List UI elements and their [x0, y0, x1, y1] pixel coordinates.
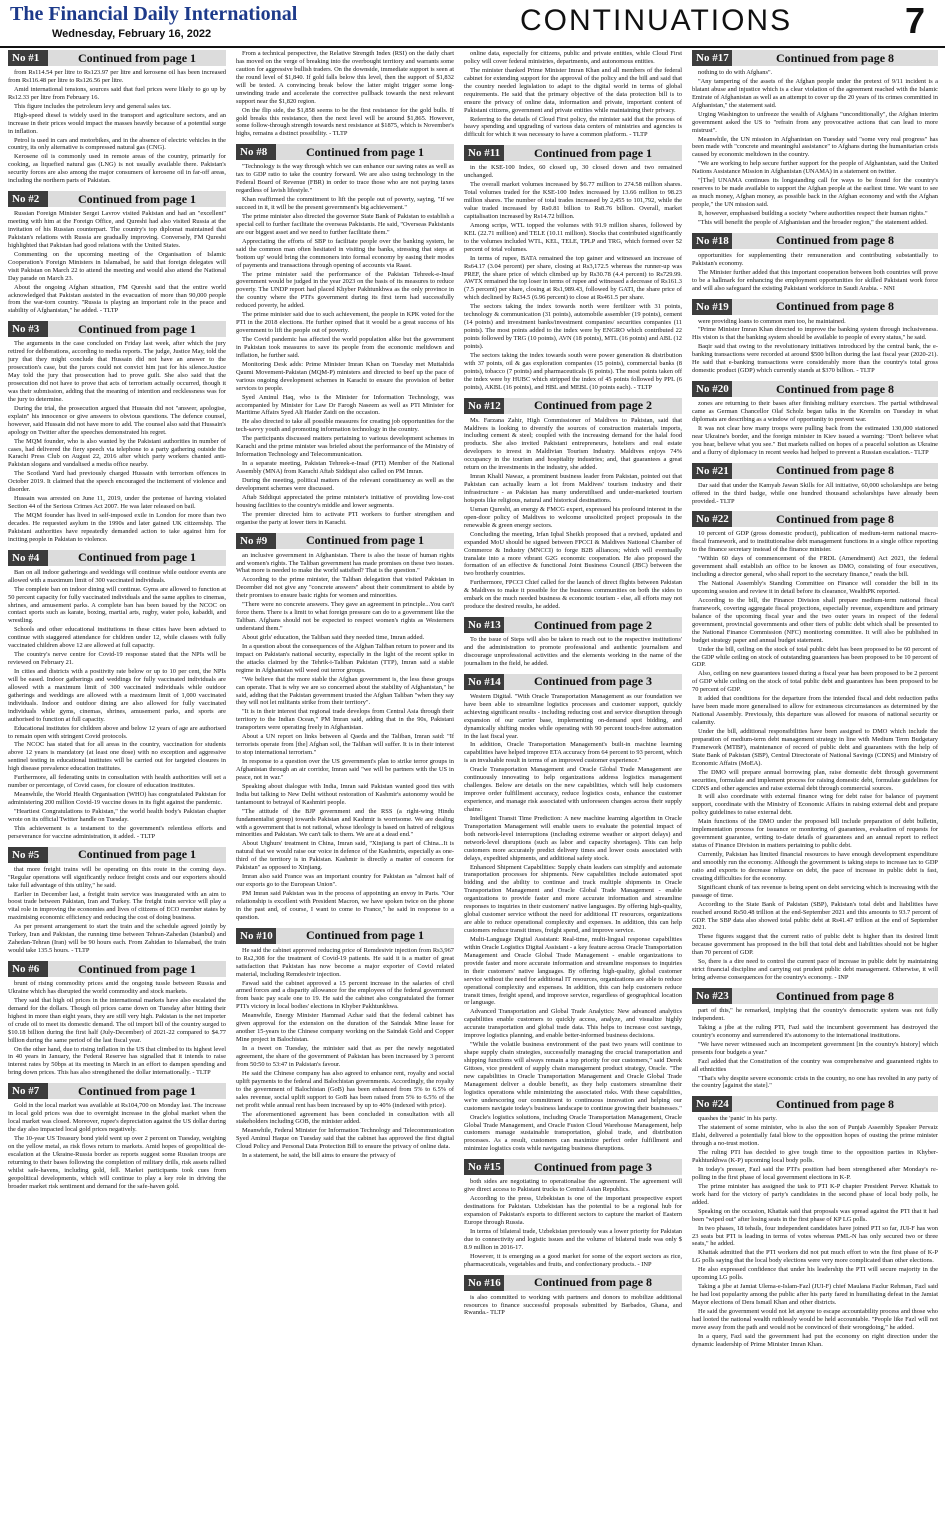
story-paragraph: The MQM founder, who is also wanted by the Pakistani authorities in number of cases, had delivered the fiery speech via telephone to a party gathering outside the Karachi Press Club on August 22, 2016 after which party workers chanted anti-Pakistan slogans and vandalised a media office nearby.: [8, 437, 226, 469]
story-paragraph: "We believe that the more stable the Afghan government is, the less these groups can operate. That is why we are so concerned about the stability of Afghanistan," he said, adding that the Pakistan government trusted the Afghan Taliban "when they say they will not let militants strike from their territory".: [236, 675, 454, 707]
story-paragraph: The participants discussed matters pertaining to various development schemes in Karachi and the prime minister was briefed about the performance of the Ministry of Information Technology and Telecommunication.: [236, 435, 454, 459]
story-header: [8, 961, 226, 977]
story-number: No #18: [692, 233, 732, 249]
story-paragraph: "Technology is the way through which we can enhance our saving rates as well as tax to GDP ratio to take the country forward. We are also using technology in the Federal Board of Revenue (FBR) in order to trace those who are not paying taxes regardless of lavish lifestyle.": [236, 163, 454, 195]
story-title: Continued from page 2: [504, 398, 682, 414]
story-paragraph: Kerosene oil is commonly used in remote areas of the country, primarily for cooking, as liquefied natural gas (LNG) is not usually available there. Pakistan's security forces are also among the major consumers of kerosene oil in far-off areas, including the northern parts of Pakistan.: [8, 153, 226, 185]
story-number: No #9: [236, 533, 276, 549]
story-paragraph: Syed Aminul Haq, who is the Minister for Information Technology, was accompanied by Minister for Law Dr Farogh Naseem as well as PTI Minister for Maritime Affairs Syed Ali Haider Zaidi on the occasion.: [236, 393, 454, 417]
story-paragraph: Oracle Transportation Management and Oracle Global Trade Management are continuously innovating to help organizations address logistics management challenges. Below are details on the new capabilities, which will help customers improve order fulfillment accuracy, reduce logistics costs, enhance the customer experience, and manage risk associated with unforeseen changes across their supply chains:: [464, 766, 682, 813]
story-paragraph: From a technical perspective, the Relative Strength Index (RSI) on the daily chart has moved on the verge of breaking into the overbought territory and warrants some caution for aggressive bullish traders. On the downside, immediate support is seen at the round level of $1,840. If gold falls below this level, then the support of $1,832 will be tested. A convincing break below the latter might trigger some long-unwinding trade and accelerate the corrective pullback towards the next relevant support near the $1,820 region.: [236, 50, 454, 105]
story-title: Continued from page 1: [48, 191, 226, 207]
story-title: Continued from page 1: [48, 961, 226, 977]
story: [464, 145, 682, 391]
story-paragraph: The aforementioned agreement has been concluded in consultation with all stakeholders including GOB, the minister added.: [236, 1110, 454, 1126]
story-paragraph: "It is in their interest that regional trade develops from Central Asia through their territory to the Indian Ocean," PM Imran said, adding that in the 90s, Pakistani transporters were operating freely in Afghanistan.: [236, 708, 454, 732]
story-paragraph: "[The] UNAMA continues its longstanding call for ways to be found for the country's reserves to be made available to support the Afghan people at the earliest time. We want to see as much money, Afghan money, as possible back in the Afghan economy and with the Afghan people," the UN mission said.: [692, 177, 938, 208]
story-body: [464, 1178, 682, 1268]
story-paragraph: These figures suggest that the current ratio of public debt is higher than its desired limit because government has proposed in the bill that total debt and liabilities should not be higher than 70 percent of GDP.: [692, 933, 938, 957]
story-paragraph: Fawad said the cabinet approved a 15 percent increase in the salaries of civil armed forces and a disparity allowance for the employees of the federal government from basic pay scale one to 19. He said the cabinet also congratulated the former PTI's victory in local bodies' elections in Khyber Pakhtunkhwa.: [236, 979, 454, 1011]
story-body: [464, 50, 682, 139]
story: [692, 299, 938, 376]
story: [236, 144, 454, 526]
story-paragraph: The sectors taking the index towards south were power generation & distribution with 37 points, oil & gas exploration companies (15 points), commercial banks (8 points), tobacco (7 points) and pharmaceuticals (6 points). The most points taken off the index were by HUBC which stripped the index of 45 points followed by PPL (6 points), AKBL (16 points), and HBL and MEBL (10 points each). - TLTP: [464, 351, 682, 391]
column-2: [236, 50, 454, 1525]
story-paragraph: In today's presser, Fazl said the PTI's position had been strengthened after Monday's re-polling in the first phase of local government elections in K-P.: [692, 1166, 938, 1181]
story-paragraph: Multi-Language Digital Assistant: Real-time, multi-lingual response capabilities within Oracle Logistics Digital Assistant - a key feature across Oracle Transportation Management and Oracle Global Trade Management - enable organizations to provide faster and more accurate information and streamline responses to inquiries in their customers' native languages. By offering high-quality, global customer service without the need for additional IT resources, organizations are able to reduce operational complexity and expenses. In addition, this can help customers reduce transit times, freight spend, and improve service, regardless of geographical location or language.: [464, 935, 682, 1007]
story-paragraph: The sectors taking the index towards north were fertilizer with 31 points, technology & communication (31 points), automobile assembler (19 points), cement (14 points) and investment banks/investment companies/ securities companies (11 points). The most points added to the index were by ENGRO which contributed 22 points followed by TRG (10 points), AVN (18 points), MTL (16 points) and ABL (12 points).: [464, 303, 682, 350]
story: [236, 928, 454, 1160]
story: [8, 550, 226, 841]
story-paragraph: The prime minister also directed the governor State Bank of Pakistan to establish a special cell to further facilitate the overseas Pakistanis. He said, "Overseas Pakistanis are our biggest asset and we need to further facilitate them.": [236, 212, 454, 236]
story-paragraph: Enhanced Shipment Capabilities: Supply chain leaders can simplify and automate transportation processes for shipments. New capabilities include automated spot bidding and the ability to continue and track multiple shipments in Oracle Transportation Management and Oracle Global Trade Management - enable organizations to provide faster and more accurate information and streamline responses to inquiries in their customers' native languages. By offering high-quality, global customer service without the need for additional IT resources, organizations are able to reduce operational complexity and expenses. In addition, this can help customers reduce transit times, freight spend, and improve service.: [464, 863, 682, 934]
story-title: Continued from page 1: [48, 550, 226, 566]
story-body: [464, 417, 682, 612]
story-header: [692, 50, 938, 66]
story-paragraph: As per present arrangement to start the train and the schedule agreed jointly by Turkey, Iran and Pakistan, the running time between Tehran-Zahedan (Istanbul) and Zahedan-Tehran (Iran) will be 90 hours each. From Zahidan to Islamabad, the train would take 135.5 hours. - TLTP: [8, 923, 226, 955]
story-paragraph: In addition, Oracle Transportation Management's built-in machine learning capabilities have helped improve ETA accuracy from 64 percent to 93 percent, which is an invaluable result in terms of an improved customer experience.": [464, 741, 682, 765]
story-paragraph: were providing loans to common men too, he maintained.: [698, 317, 846, 325]
story-paragraph: This figure includes the petroleum levy and general sales tax.: [14, 102, 171, 110]
story: [464, 50, 682, 139]
story: [8, 191, 226, 315]
story-paragraph: Concluding the meeting, Irfan Iqbal Sheikh proposed that a revised, updated and expanded MoU should be signed between FPCCI & Maldives National Chamber of Commerce & Industry (MNCCI) to forge B2B alliances; which will eventually translate into a more vibrant G2G economic cooperation. He also proposed the formation of an effective & functional Joint Business Council (JBC) between the two brotherly countries.: [464, 530, 682, 578]
story-header: [692, 299, 938, 315]
story: [464, 1275, 682, 1318]
story-body: [236, 50, 454, 138]
story-paragraph: Appreciating the efforts of SBP to facilitate people over the banking system, he said the common man often hesitated in visiting the banks, stressing that steps at 'bottom up' would bring the commoners into formal economy by easing their modes of payments and transactions through opening of accounts via Raast.: [236, 237, 454, 269]
story: [692, 1096, 938, 1348]
story-paragraph: nothing to do with Afghans".: [698, 69, 773, 76]
story-header: [8, 321, 226, 337]
story-header: [464, 398, 682, 414]
story-paragraph: It added that conditions for the departure from the intended fiscal and debt reduction paths have been made more generalised to allow for extraneous circumstances as determined by the National Assembly. Previously, this departure was allowed for reasons of national security or calamity.: [692, 695, 938, 726]
story-paragraph: So, there is a dire need to control the current pace of increase in public debt by maintaining strict financial discipline and carrying out prudent public debt management. Otherwise, it will bring adverse consequences for the country's economy. - INP: [692, 958, 938, 982]
story-paragraph: The arguments in the case concluded on Friday last week, after which the jury retired for deliberations, according to media reports. The judge, Justice May, told the jury that they might conclude that Hussain did not have an answer to the prosecution's case, but the jurors could not convict him just for his silence.Justice May told the jury that prosecution had to prove guilt. She also said that the prosecution did not have to prove that acts of terrorism actually occurred, though it was their submission, adding that the meaning of intention and recklessness was for the jury to determine.: [8, 340, 226, 403]
story-body: [8, 340, 226, 543]
story-header: [464, 1159, 682, 1175]
story-number: No #24: [692, 1096, 732, 1112]
story-paragraph: "While the volatile business environment of the past two years will continue to shape supply chain strategies, successfully managing the crucial transportation and shipping functions will always remain a top priority for our customers," said Derek Gittoes, vice president of supply chain management product strategy, Oracle. "The new capabilities in Oracle Transportation Management and Oracle Global Trade Management deliver a double benefit, as they help customers streamline their logistics operations while minimizing the associated risks. With these capabilities, we're underscoring our commitment to continuous innovation and helping our customers navigate today's business landscape to continue growing their businesses.": [464, 1041, 682, 1112]
story-header: [692, 511, 938, 527]
story-paragraph: In two phases, 18 tehsils, four independent candidates have joined PTI so far, JUI-F has won 23 seats but PTI is leading in terms of votes whereas PML-N has only secured two or three seats," he added.: [692, 1224, 938, 1248]
story-title: Continued from page 1: [48, 1083, 226, 1099]
story: [236, 533, 454, 922]
story-paragraph: Russian Foreign Minister Sergei Lavrov visited Pakistan and had an "excellent" meeting with him at the Foreign Office, and Qureshi had also visited Russia at the invitation of his Russian counterpart. The country's top diplomat maintained that Pakistan's relations with Russia are gradually improving. Conversely, FM Qureshi highlighted that Pakistan had good relations with the United States.: [8, 210, 226, 249]
story-title: Continued from page 1: [276, 928, 454, 944]
story-paragraph: Petrol is used in cars and motorbikes, and in the absence of electric vehicles in the country, its only alternative is compressed natural gas (CNG).: [8, 136, 226, 152]
story-paragraph: Intelligent Transit Time Prediction: A new machine learning algorithm in Oracle Transportation Management will enable users to evaluate the potential impact of both network-level interruptions (including extreme weather or airport delays) and network-level disruptions (such as labor and capacity shortages). This can help customers more accurately predict delivery times and lower costs associated with delays, expedited shipments, and additional safety stock.: [464, 814, 682, 862]
story-title: Continued from page 1: [48, 847, 226, 863]
story-title: Continued from page 8: [732, 988, 938, 1004]
story: [692, 50, 938, 227]
story-paragraph: In a statement, he said, the bill aims to ensure the privacy of: [242, 1152, 396, 1160]
story: [692, 988, 938, 1090]
column-1: [8, 50, 226, 1525]
story: [464, 617, 682, 668]
story-paragraph: He said the cabinet approved reducing price of Remdesivir injection from Rs3,967 to Rs2,308 for the treatment of Covid-19 patients. He said it is a matter of great satisfaction that Pakistan has now become a major exporter of Covid related material, including Remdesivir injection.: [236, 946, 454, 978]
story: [464, 1159, 682, 1268]
story-number: No #6: [8, 961, 48, 977]
story-body: [8, 866, 226, 955]
section-title: CONTINUATIONS: [520, 4, 793, 37]
story-header: [692, 988, 938, 1004]
story-paragraph: Furthermore, all federating units in consultation with health authorities will set a number or percentage, of Covid cases, for closure of education institutes.: [8, 774, 226, 790]
story-title: Continued from page 1: [504, 145, 682, 161]
story-paragraph: Gold in the local market was available at Rs104,700 on Monday last. The increase in local gold prices was due to overnight increase in the global market when the local market was closed. Moreover, rupee's depreciation against the US dollar during the day also impacted local gold prices negatively.: [8, 1102, 226, 1134]
story-paragraph: Western Digital. "With Oracle Transportation Management as our foundation we have been able to streamline logistics processes and customer support, quickly achieving significant results - including reducing cost and service disruption through expansion of our carrier base, implementing on-demand spot bidding, and dynamically shifting modes while operating with 90 percent touch-free automation in the last fiscal year.: [464, 692, 682, 740]
story-paragraph: that more freight trains will be operating on this route in the coming days. "Regular operations will significantly reduce freight costs and our exporters should take full advantage of this utility," he said.: [8, 865, 226, 889]
story-header: [236, 928, 454, 944]
story-paragraph: The Minister further added that this important cooperation between both countries will prove to be a hallmark for enhancing the employment opportunities for skilled Pakistani work force and will also safeguard the existing Pakistani workforce in Saudi Arabia. - NNI: [692, 268, 938, 292]
story-header: [692, 463, 938, 479]
story-title: Continued from page 1: [48, 50, 226, 66]
story-header: [692, 233, 938, 249]
story-paragraph: "Any tampering of the assets of the Afghan people under the pretext of 9/11 incident is a blatant abuse and injustice which is a clear violation of the agreement reached with the Islamic Emirate of Afghanistan as well as an attempt to cover up the 20 years of its crimes committed in Afghanistan," the statement said.: [692, 77, 938, 109]
story-paragraph: During the meeting, political matters of the relevant constituency as well as the development schemes were discussed.: [236, 476, 454, 492]
story-title: Continued from page 8: [732, 50, 938, 66]
story-paragraph: He also directed to take all possible measures for creating job opportunities for the tech-savvy youth and promoting information technology in the country.: [236, 418, 454, 434]
story-paragraph: The overall market volumes increased by $6.77 million to 274.58 million shares. Total volumes traded for the KSE-100 Index increased by 13.66 million to 98.23 million shares. The number of total trades increased by 2,455 to 101,792, while the value traded increased by Rs0.81 billion to Rs8.76 billion. Overall, market capitalisation increased by Rs14.72 billion.: [464, 181, 682, 220]
story-paragraph: "That's why despite severe economic crisis in the country, no one has revolted in any party of the country [against the state].": [692, 1074, 938, 1090]
story-body: [692, 1115, 938, 1348]
story-title: Continued from page 1: [276, 144, 454, 160]
story-paragraph: In terms of bilateral trade, Uzbekistan previously was a lower priority for Pakistan due to connectivity and logistic issues and the volume of bilateral trade was only $ 8.9 million in 2016-17.: [464, 1227, 682, 1251]
story-title: Continued from page 8: [732, 1096, 938, 1112]
story-paragraph: About a UN report on links between al Qaeda and the Taliban, Imran said: "If terrorists operate from [the] Afghan soil, the Taliban will suffer. It is in their interest to stop international terrorism.": [236, 733, 454, 757]
story-paragraph: is also committed to working with partners and donors to mobilize additional resources to finance successful proposals submitted by Barbados, Ghana, and Rwanda.- TLTP: [464, 1293, 682, 1317]
newspaper-name: The Financial Daily International: [10, 3, 298, 25]
story-title: Continued from page 3: [504, 674, 682, 690]
story-number: No #5: [8, 847, 48, 863]
story-paragraph: About the ongoing Afghan situation, FM Qureshi said that the entire world acknowledged that Pakistan assisted in the evacuation of more than 90,000 people from the war-torn country. "Russia is playing an important role in the peace and stability of Afghanistan," he added. - TLTP: [8, 283, 226, 315]
story-paragraph: Oracle's logistics solutions, including Oracle Transportation Management, Oracle Global Trade Management, and Oracle Fusion Cloud Warehouse Management, help customers manage sustainable transportation, global trade, and distribution processes. As a result, customers can maximize perfect order fulfillment and minimize logistics costs while navigating business disruptions.: [464, 1113, 682, 1153]
story-paragraph: About Uighurs' treatment in China, Imran said, "Xinjiang is part of China...It is natural that we would raise our voice in defence of the Kashmiris, especially as one-third of the territory is in Pakistan. Kashmir is directly a matter of concern for Pakistan" as opposed to Xinjiang.: [236, 840, 454, 872]
story-header: [464, 674, 682, 690]
story-number: No #3: [8, 321, 48, 337]
story-paragraph: The prime minister said the performance of the Pakistan Tehreek-e-Insaf government would be judged in the year 2023 on the basis of its measures to reduce poverty. The UNDP report had placed Khyber Pakhtunkhwa as the only province in the country where the PTI's government during its first term had successfully reduced poverty, he added.: [236, 270, 454, 310]
story-paragraph: "There were no concrete answers. They gave an agreement in principle...You can't force them. There is a limit to what foreign pressure can do to a government like the Taliban. Afghans should not be expected to respect women's rights as Westerners understand them.": [236, 601, 454, 632]
story-number: No #12: [464, 398, 504, 414]
story: [692, 511, 938, 982]
story: [8, 321, 226, 543]
story-paragraph: The 10-year US Treasury bond yield went up over 2 percent on Tuesday, weighing on the yellow metal, as risk flows return to markets. Amid hopes of geopolitical de-escalation at the Ukraine-Russia border as reports suggest some Russian troops are returning to their bases following the completion of military drills, risk assets rallied whilst safe-havens, including gold, fell. Market participants took cues from geopolitical developments, which will continue to play a key role in driving the broader market risk sentiment and demand for the safe-haven gold.: [8, 1135, 226, 1190]
story-paragraph: Also, ceiling on new guarantees issued during a fiscal year has been proposed to be 2 percent of GDP while ceiling on the stock of total public debt and guarantees has been proposed to be 70 percent of GDP.: [692, 670, 938, 694]
masthead: [0, 0, 945, 48]
story-body: [464, 693, 682, 1153]
story-paragraph: Educational institutes for children above and below 12 years of age are authorised to remain open with stringent Covid protocols.: [8, 724, 226, 740]
story-paragraph: Commenting on the upcoming meeting of the Organisation of Islamic Cooperation's Foreign Ministers in Islamabad, he said that foreign delegates will visit Pakistan on March 22 to attend the meeting and would also attend the National Day parade on March 23.: [8, 250, 226, 282]
story-paragraph: quashes the 'panic' in his party.: [698, 1115, 777, 1123]
story-paragraph: It will also coordinate with external finance wing for debt raise for balance of payment support, coordinate with the Ministry of Economic Affairs in raising external debt and prepare policy guidelines to raise external debt.: [692, 793, 938, 817]
story: [464, 398, 682, 612]
story-title: Continued from page 8: [732, 511, 938, 527]
story-paragraph: Fazl added that the Constitution of the country was comprehensive and guaranteed rights to all ethnicities: [692, 1057, 938, 1073]
story-paragraph: Monitoring Desk adds: Prime Minister Imran Khan on Tuesday met Muttahida Qaumi Movement-Pakistan (MQM-P) ministers and directed to beef up the pace of various ongoing development schemes in Karachi to ensure the provision of better services to people.: [236, 360, 454, 392]
story-paragraph: Main functions of the DMO under the proposed bill include preparation of debt bulletin, implementation process for issuance or monitoring of guarantees, evaluation of requests for government guarantee, writing to-date details of guarantees and an annual report to reflect status of Finance Division in matters pertaining to public debt.: [692, 818, 938, 850]
story-body: [692, 1007, 938, 1090]
story: [464, 674, 682, 1153]
story-number: No #13: [464, 617, 504, 633]
story-paragraph: part of this," he remarked, implying that the country's democratic system was not fully independent.: [692, 1007, 938, 1022]
story-title: Continued from page 8: [504, 1275, 682, 1291]
story-body: [236, 552, 454, 922]
story-number: No #11: [464, 145, 504, 161]
story-paragraph: Urging Washington to unfreeze the wealth of Afghans "unconditionally", the Afghan interim government asked the US to "refrain from any provocative actions that can lead to more mistrust".: [692, 110, 938, 134]
story-body: [8, 210, 226, 315]
story-paragraph: The prime minister said due to such achievement, the people in KPK voted for the PTI in the 2018 elections. He further opined that it would be a great success of his government to lift the people out of poverty.: [236, 311, 454, 335]
story-paragraph: "Within 60 days of commencement of the FRDL (Amendment) Act 2021, the federal government shall establish an office to be known as DMO, consisting of four executives, including a director general, who shall report to the secretary finance," reads the bill.: [692, 555, 938, 579]
story-body: [464, 164, 682, 391]
story-body: [464, 1294, 682, 1318]
story: [692, 233, 938, 293]
story-paragraph: Meanwhile, Federal Minister for Information Technology and Telecommunication Syed Aminul Haque on Tuesday said that the cabinet has approved the first digital Cloud Policy and Personal Data Protection Bill to ensure the privacy of online data.: [236, 1127, 454, 1151]
story-paragraph: Hussain was arrested on June 11, 2019, under the pretense of having violated Section 44 of the Serious Crimes Act 2007. He was later released on bail.: [8, 495, 226, 511]
story-paragraph: The complete ban on indoor dining will continue. Gyms are allowed to function at 50 percent capacity for fully vaccinated individuals and the same applies to cinemas, shrines, and amusement parks. A complete ban has been issued by the NCOC on contact sports such as karate, boxing, martial arts, rugby, water polo, kabaddi, and wrestling.: [8, 585, 226, 625]
story: [692, 381, 938, 457]
story-paragraph: "We are working to help secure further support for the people of Afghanistan, said the United Nations Assistance Mission in Afghanistan (UNAMA) in a statement on twitter.: [692, 160, 938, 176]
story-paragraph: Speaking about dialogue with India, Imran said Pakistan wanted good ties with India but talking to New Delhi without restoration of Kashmir's autonomy would be tantamount to betrayal of Kashmiri people.: [236, 782, 454, 806]
story-paragraph: from Rs114.54 per litre to Rs123.97 per litre and kerosene oil has been increased from Rs116.48 per litre to Rs126.56 per litre.: [8, 69, 226, 84]
page-number: 7: [904, 0, 925, 41]
story-body: [692, 252, 938, 293]
story-header: [8, 550, 226, 566]
story-paragraph: PM Imran said Pakistan was in the process of appointing an envoy in Paris. "Our relationship is excellent with President Macron, we have spoken twice on the phone in the past and, of course, I want to come to France," he said in response to a question.: [236, 890, 454, 921]
story: [8, 50, 226, 185]
story-paragraph: Baqir said that owing to the revolutionary initiatives introduced by the central bank, the e-banking transactions were recorded at around $500 billion during the last fiscal year (2020-21). He said that e-banking transactions were considerably more than the country's total gross domestic product (GDP) which currently stands at $370 billion. - TLTP: [692, 343, 938, 375]
column-3: [464, 50, 682, 1525]
story-body: [692, 69, 938, 227]
story-paragraph: both sides are negotiating to operationalise the agreement. The agreement will give direct access to Pakistani trucks to Central Asian Republics.: [464, 1178, 682, 1194]
story-paragraph: Amid international tensions, sources said that fuel prices were likely to go up by Rs12.33 per litre from February 16.: [8, 85, 226, 101]
story-header: [8, 1083, 226, 1099]
story-paragraph: Among scrips, WTL topped the volumes with 91.9 million shares, followed by KEL (22.71 million) and TELE (10.11 million). Stocks that contributed significantly to the volumes included WTL, KEL, TELE, TPLP and TRG, which formed over 52 percent of total volumes.: [464, 221, 682, 253]
story-paragraph: Ban on all indoor gatherings and weddings will continue while outdoor events are allowed with a maximum limit of 300 vaccinated individuals.: [8, 568, 226, 584]
story-paragraph: In response to a question over the US government's plan to strike terror groups in Afghanistan through an air corridor, Imran said "we will be partners with the US in peace, not in war.": [236, 758, 454, 781]
story-paragraph: During the trial, the prosecution argued that Hussain did not "answer, apologise, explain" his innocence or give answers to obvious questions. The defence counsel, however, said Hussain did not have more to add. The counsel also said that Hussain's apology on Twitter after the speeches demonstrated his regret.: [8, 404, 226, 436]
column-4: [692, 50, 938, 1525]
story-paragraph: "Prime Minister Imran Khan directed to improve the banking system through inclusiveness. His vision is that the banking system should be available to people of every status," he said.: [692, 326, 938, 342]
story-body: [692, 530, 938, 982]
story-paragraph: However, it is emerging as a good market for some of the export sectors as rice, pharmaceuticals, vegetables and fruits, and confectionary products. - INP: [464, 1252, 682, 1268]
story-header: [236, 533, 454, 549]
story-paragraph: In a tweet on Tuesday, the minister said that as per the newly negotiated agreement, the share of the government of Pakistan has been increased by 3 percent from 50:50 to 53:47 in Pakistan's favour.: [236, 1045, 454, 1068]
story-title: Continued from page 1: [276, 533, 454, 549]
story-title: Continued from page 8: [732, 233, 938, 249]
story-body: [236, 163, 454, 526]
story-header: [692, 1096, 938, 1112]
story-paragraph: Taking a jibe at the ruling PTI, Fazl said the incumbent government has destroyed the country's economy and surrendered it's autonomy to the international institutions.: [692, 1023, 938, 1039]
story-title: Continued from page 8: [732, 299, 938, 315]
story-number: No #1: [8, 50, 48, 66]
story-paragraph: In a query, Fazl said the government had put the economy on right direction under the dynamic leadership of Prime Minister Imran Khan.: [692, 1332, 938, 1348]
story-paragraph: Dar said that under the Kamyab Jawan Skills for All initiative, 60,000 scholarships are being offered in the third badge, while one hundred thousand scholarships have already been provided.- TLTP: [692, 481, 938, 505]
story-number: No #20: [692, 381, 732, 397]
story-paragraph: The country's nerve centre for Covid-19 response stated that the NPIs will be reviewed on February 21.: [8, 651, 226, 667]
story-paragraph: "We have never witnessed such an incompetent government [in the country's history] which presents four budgets a year.": [692, 1040, 938, 1056]
story-title: Continued from page 3: [504, 1159, 682, 1175]
story-paragraph: Under the bill, ceiling on the stock of total public debt has been proposed to be 60 percent of the GDP while ceiling on stock of outstanding guarantees has been proposed to be 10 percent of GDP.: [692, 645, 938, 669]
story-body: [8, 980, 226, 1077]
story-paragraph: The National Assembly's Standing Committee on Finance will consider the bill in its upcoming session and review it in detail before its clearance, WealthPK reported.: [692, 580, 938, 595]
story-paragraph: In a question about the consequences of the Afghan Taliban return to power and its impact on Pakistan's national security, especially in the light of the recent spike in the attacks claimed by the Tehrik-i-Taliban Pakistan (TTP), Imran said a stable regime in Afghanistan will weed out terror groups.: [236, 642, 454, 674]
story-paragraph: Meanwhile, Energy Minister Hammad Azhar said that the federal cabinet has given approval for the extension on the duration of the Saindak Mine lease for another 15-years to the Chinese company working on the Saindak Gold and Copper Mine project in Balochistan.: [236, 1012, 454, 1044]
story-body: [464, 636, 682, 668]
story-paragraph: In terms of rupee, BATA remained the top gainer and witnessed an increase of Rs64.17 (3.04 percent) per share, closing at Rs3,172.5 whereas the runner-up was PREF, the share price of which climbed up by Rs30.78 (4.4 percent) to Rs729.99. AWTX remained the top loser in terms of rupee and witnessed a decrease of Rs161.3 (7.5 percent) per share, closing at Rs1,989.43, followed by GATI, the share price of which declined by Rs34.5 (6.96 percent) to close at Rs461.5 per share.: [464, 254, 682, 302]
story-paragraph: Advanced Transportation and Global Trade Analytics: New advanced analytics capabilities enable customers to quickly access, analyze, and visualize highly accurate transportation and global trade data. This helps to increase cost savings, improve logistics planning, and enable better-informed business decisions.: [464, 1008, 682, 1040]
story-paragraph: Under the bill, additional responsibilities have been assigned to DMO which include the preparation of medium-term debt management strategy in line with Medium Term Budgetary Framework (MTBF), maintenance of record of public debt and guarantees with the help of State Bank of Pakistan (SBP), Central Directorate of National Savings (CDNS) and Ministry of Economic Affairs (MoEA).: [692, 727, 938, 767]
story-paragraph: an inclusive government in Afghanistan. There is also the issue of human rights and women's rights. The Taliban government has made promises on these two issues. What more is needed to make the world satisfied? That is the question.": [236, 551, 454, 575]
story: [8, 1083, 226, 1190]
story-title: Continued from page 8: [732, 381, 938, 397]
story-number: No #4: [8, 550, 48, 566]
story-header: [236, 144, 454, 160]
story-paragraph: Imran Khalil Nawaz, a prominent business leader from Pakistan, pointed out that Pakistan can actually learn a lot from Maldives' tourism industry and their infrastructure - as Pakistan has many underutilised and under-marketed tourism hotspots like religious, natural and historical destinations.: [464, 473, 682, 504]
story-paragraph: High-speed diesel is widely used in the transport and agriculture sectors, and an increase in their prices would impact the masses heavily because of a potential surge in inflation.: [8, 111, 226, 135]
story-paragraph: On the other hand, due to rising inflation in the US that climbed to its highest level in 40 years in January, the Federal Reserve has signalled that it intends to raise interest rates by 50bps at its meeting in March in an effort to dampen spending and bring down prices. This has also strengthened the dollar internationally. - TLTP: [8, 1045, 226, 1077]
story-number: No #10: [236, 928, 276, 944]
story-paragraph: Taking a jibe at Jamiat Ulema-e-Islam-Fazl (JUI-F) chief Maulana Fazlur Rehman, Fazl said he had lost popularity among the public after his party fared in humiliating defeat in the Jamiat Mayor elections of Dera Ismail Khan and other districts.: [692, 1283, 938, 1306]
story-body: [692, 482, 938, 506]
story-number: No #23: [692, 988, 732, 1004]
story-body: [8, 569, 226, 841]
story-paragraph: Ms. Farzana Zahir, High Commissioner of Maldives to Pakistan, said that Maldives is looking to diversify the sources of construction materials imports, including cement & steel; coupled with the increasing demand for the halal food products. She also invited Pakistani entrepreneurs, hoteliers and real estate developers to invest in Maldivian Tourism Industry. Maldives enjoys 74% occupancy in the tourism and hospitality industries; and, that guarantees a great return on the investments in the industry, she added.: [464, 416, 682, 472]
story-paragraph: Aftab Siddiqui appreciated the prime minister's initiative of providing low-cost housing facilities to the country's middle and lower segments.: [236, 493, 454, 509]
story-paragraph: online data, especially for citizens, public and private entities, while Cloud First policy will cover federal ministries, departments, and autonomous entities.: [464, 50, 682, 65]
story-paragraph: Meanwhile, the World Health Organisation (WHO) has congratulated Pakistan for administering 200 million Covid-19 vaccine doses in its fight against the pandemic.: [8, 791, 226, 806]
story-number: No #21: [692, 463, 732, 479]
story-body: [692, 318, 938, 376]
story: [8, 847, 226, 955]
story: [236, 50, 454, 138]
story-title: Continued from page 1: [48, 321, 226, 337]
story-paragraph: The DMO will prepare annual borrowing plan, raise domestic debt through government securities, formulate and implement process for raising domestic debt, formulate guidelines for CDNS and other agencies and raise external debt through commercial sources.: [692, 768, 938, 792]
issue-date: Wednesday, February 16, 2022: [52, 28, 212, 40]
story-paragraph: He said the government would not let anyone to escape accountability process and those who had looted the national wealth ruthlessly would be held accountable. "People like Fazl will not move away from the path and would not be convinced of their wrongdoing," he added.: [692, 1307, 938, 1331]
story-paragraph: in the KSE-100 Index, 60 closed up, 30 closed down and two remained unchanged.: [464, 164, 682, 180]
story-paragraph: He also expressed confidence that under his leadership the PTI will secure majority in the upcoming LG polls.: [692, 1266, 938, 1282]
story-paragraph: The premier directed him to activate PTI workers to further strengthen and organise the party at lower tiers in Karachi.: [236, 510, 454, 526]
story-paragraph: On the flip side, the $1,858 seems to be the first resistance for the gold bulls. If gold breaks this resistance, then the next level will be around $1,865. However, some follow-through strength towards next resistance at $1875, which is November's highs, remains a distinct possibility. - TLTP: [236, 106, 454, 138]
story-paragraph: zones are returning to their bases after finishing military exercises. The partial withdrawal came as German Chancellor Olaf Scholz began talks in the Kremlin on Tuesday in what diplomats are describing as a window of opportunity to prevent war.: [692, 400, 938, 423]
story-header: [464, 1275, 682, 1291]
story-header: [464, 617, 682, 633]
story-body: [8, 69, 226, 185]
story-paragraph: "The attitude of the BJP government and the RSS (a right-wing Hindu fundamentalist group) towards Pakistan and Kashmir is worrisome. We are dealing with a government that is not rational, whose ideology is based on hatred of religious minorities and Pakistan. We can't talk to them. We are at a dead end.": [236, 807, 454, 839]
story-number: No #8: [236, 144, 276, 160]
story-number: No #15: [464, 1159, 504, 1175]
story-title: Continued from page 8: [732, 463, 938, 479]
story-paragraph: About girls' education, the Taliban said they needed time, Imran added.: [242, 633, 425, 641]
story-paragraph: Khan reaffirmed the commitment to lift the people out of poverty, saying, "If we succeed in it, it will be the present government's big achievement.": [236, 196, 454, 211]
story-number: No #2: [8, 191, 48, 207]
story-number: No #14: [464, 674, 504, 690]
story-paragraph: Khattak admitted that the PTI workers did not put much effort to win the first phase of K-P LG polls saying that the local body elections were very more complicated than other elections.: [692, 1249, 938, 1265]
story-paragraph: Earlier in December last, a freight train service was inaugurated with an aim to boost trade between Pakistan, Iran and Turkey. The freight train service will play a vital role in improving the economies and lives of citizens of ECO member states by maximising economic efficiency and reducing the cost of doing business.: [8, 890, 226, 922]
story-body: [692, 400, 938, 457]
story-paragraph: According to the bill, the Finance Division shall prepare medium-term national fiscal framework, covering aggregate fiscal projections, especially revenue, expenditure and primary balance of the upcoming fiscal year and the two outer years in respect of the federal government, provincial governments and other tiers of public debt which shall be presented to the National Finance Commission (NFC) monitoring committee. It will also be published in budget strategy paper and annual budget statement.: [692, 596, 938, 644]
story-number: No #16: [464, 1275, 504, 1291]
story-paragraph: According to the prime minister, the Taliban delegation that visited Pakistan in December did not give any "concrete answers" about their commitment to abide by their promises to ensure basic rights for women and minorities.: [236, 576, 454, 600]
story-paragraph: The Scotland Yard had previously charged Hussain with terrorism offences in October 2019. It claimed that the speech encouraged the incitement of violence and disorder.: [8, 470, 226, 494]
story-header: [464, 145, 682, 161]
story-paragraph: 10 percent of GDP (gross domestic product), publication of medium-term national macro-fiscal framework, and to institutionalise debt management functions in a single office reporting to the finance secretary instead of the finance minister.: [692, 530, 938, 554]
story-paragraph: Significant chunk of tax revenue is being spent on debt servicing which is increasing with the passage of time.: [692, 883, 938, 899]
story-paragraph: The MQM founder has lived in self-imposed exile in London for more than two decades. He requested asylum in the 1990s and later gained UK citizenship. The Pakistani authorities have repeatedly demanded action to take against him for inciting people in Pakistan to violence.: [8, 512, 226, 543]
story: [692, 463, 938, 506]
story-paragraph: Currently, Pakistan has limited financial resources to have enough development expenditure and smoothly run the economy. Although the government is taking steps to increase tax to GDP ratio and exports to decrease reliance on debt, the pace of increase in public debt is fast, creating difficulties for the economy.: [692, 851, 938, 882]
story-paragraph: He said the Chinese company has also agreed to enhance rent, royalty and social uplift payments to the federal and Balochistan governments. Accordingly, the royalty to the government of Balochistan (GoB) has been enhanced from 5% to 6.5% of sales revenue, social uplift support to GoB has been raised from 5% to 6.5% of the net profit while annual rent has been increased by up to 40% (indexed with price).: [236, 1069, 454, 1109]
story-paragraph: opportunities for supplementing their remuneration and contributing substantially to Pakistan's economy.: [692, 251, 938, 267]
story-header: [8, 191, 226, 207]
story-header: [8, 847, 226, 863]
story-paragraph: This achievement is a testament to the government's relentless efforts and perseverance for vaccine administration, it added. - TLTP: [8, 824, 226, 840]
story-paragraph: According to the State Bank of Pakistan (SBP), Pakistan's total debt and liabilities have reached around Rs50.48 trillion at the end-September 2021 and this amounts to 93.7 percent of GDP. The SBP data also showed total public debt at Rs41.47 trillion at the end of September 2021.: [692, 900, 938, 932]
story-number: No #19: [692, 299, 732, 315]
story-paragraph: "This will benefit the people of Afghanistan and the broader region," the statement added.: [698, 218, 928, 226]
story-number: No #17: [692, 50, 732, 66]
story-paragraph: Meanwhile, the UN mission in Afghanistan on Tuesday said "some very real progress" has been made with "concrete and meaningful assistance" to Afghans during the humanitarian crisis caused by economic meltdown in the country.: [692, 135, 938, 159]
story-paragraph: "Heartiest Congratulations to Pakistan," the world health body's Pakistan chapter wrote on its official Twitter handle on Tuesday.: [8, 807, 226, 823]
story-paragraph: To the issue of Steps will also be taken to reach out to the respective institutions' and the administration to promote professional and authentic journalism and discourage unprofessional activities and the elements working in the name of the journalism in the field, he added.: [464, 636, 682, 667]
story-paragraph: Referring to the details of Cloud First policy, the minister said that the process of heavy spending and upgrading of various data centers of ministries and agencies is difficult for which it was necessary to have a common platform. - TLTP: [464, 115, 682, 139]
story-paragraph: In a separate meeting, Pakistan Tehreek-e-Insaf (PTI) Member of the National Assembly (MNA) from Karachi Aftab Siddiqui also called on PM Imran.: [236, 460, 454, 475]
story-title: Continued from page 2: [504, 617, 682, 633]
story-paragraph: The prime minister has assigned the task to PTI K-P chapter President Pervez Khattak to work hard for the victory of party's candidates in the second phase of local body polls, he added.: [692, 1182, 938, 1206]
story-paragraph: Furthermore, FPCCI Chief called for the launch of direct flights between Pakistan & Maldives to make it possible for the business communities on both the sides to embark on the much needed business & economic tourism - else, all efforts may not produce the desired results, he added.: [464, 579, 682, 611]
story-paragraph: It was not clear how many troops were pulling back from the estimated 130,000 stationed near Ukraine's border, and the foreign minister in Kiev issued a warning: "Don't believe what you hear, believe what you see." But markets rallied on hopes of a peaceful solution as Ukraine and a flurry of diplomacy in recent weeks had helped to prevent a Russian escalation.- TLTP: [692, 424, 938, 456]
story-number: No #22: [692, 511, 732, 527]
story: [8, 961, 226, 1077]
story-number: No #7: [8, 1083, 48, 1099]
story-paragraph: brunt of rising commodity prices amid the ongoing tussle between Russia and Ukraine which has disrupted the world commodity and stock markets.: [8, 980, 226, 995]
story-paragraph: The statement of some minister, who is also the son of Punjab Assembly Speaker Pervaiz Elahi, delivered a potentially fatal blow to the opposition hopes of ousting the prime minister through a no-trust motion.: [692, 1124, 938, 1148]
story-header: [692, 381, 938, 397]
story-paragraph: Usman Qureshi, an energy & FMCG expert, expressed his profound interest in the open-door policy of Maldives to welcome unsolicited project proposals in the renewable & green energy sectors.: [464, 505, 682, 529]
story-paragraph: The minister thanked Prime Minister Imran Khan and all members of the federal cabinet for extending support for the approval of the policy and the bill and said that the country needed legislation to adapt to the digital world in terms of global requirements. He said that the primary objective of the data protection bill is to ensure the privacy of online data, information and private, important content of Pakistani citizens, government and private entities while maintaining their privacy.: [464, 66, 682, 114]
story-header: [8, 50, 226, 66]
story-paragraph: The NCOC has stated that for all areas in the country, vaccination for students above 12 years is mandatory (at least one dose) with no exception and aggressive sentinel testing in educational institutes will be carried out for targeted closures in high disease prevalence education institutes.: [8, 741, 226, 773]
story-paragraph: Schools and other educational institutions in these cities have been advised to continue with staggered attendance for children under 12, while classes with fully vaccinated children above 12 are allowed at full capacity.: [8, 626, 226, 650]
story-paragraph: Imran also said France was an important country for Pakistan as "almost half of our exports go to the European Union".: [236, 873, 454, 889]
story-paragraph: According to the press, Uzbekistan is one of the important prospective export destinations for Pakistan. Uzbekistan has the potential to be a regional hub for expansion of Pakistan's exports to different sectors to capture the market of Eastern Europe through Russia.: [464, 1195, 682, 1226]
story-paragraph: It, however, emphasised building a society "where authorities respect their human rights.": [698, 209, 928, 217]
story-body: [236, 947, 454, 1160]
story-body: [8, 1102, 226, 1190]
story-paragraph: Speaking on the occasion, Khattak said that proposals was spread against the PTI that it had been "wiped out" after losing seats in the first phase of KP LG polls.: [692, 1207, 938, 1223]
story-paragraph: The ruling PTI has decided to give tough time to the opposition parties in Khyber-Pakhtunkhwa (K-P) upcoming local body polls.: [692, 1149, 938, 1165]
story-paragraph: They said that high oil prices in the international markets have also escalated the demand for the dollars. Though oil prices came down on Tuesday after hitting their highest in more than eight years, they are still very high. Pakistan is the net importer of crude oil to meet its domestic demand. The oil import bill of the country surged to $10.18 billion during the first half (July-December) of 2021-22 compared to $4.77 billion during the same period of the last fiscal year.: [8, 996, 226, 1044]
story-paragraph: In cities and districts with a positivity rate below or up to 10 per cent, the NPIs will be eased. Indoor gatherings and weddings for fully vaccinated individuals are allowed with a maximum limit of 300 vaccinated individuals while outdoor gatherings and weddings are allowed with a maximum limit of 1,000 vaccinated individuals. Indoor and outdoor dining are also allowed for fully vaccinated individuals while gyms, cinemas, shrines, amusement parks, and sports are authorised to function at full capacity.: [8, 668, 226, 723]
story-paragraph: The Covid pandemic has affected the world population alike but the government in Pakistan took measures to save its people from the economic meltdown and inflation, he further said.: [236, 336, 454, 359]
